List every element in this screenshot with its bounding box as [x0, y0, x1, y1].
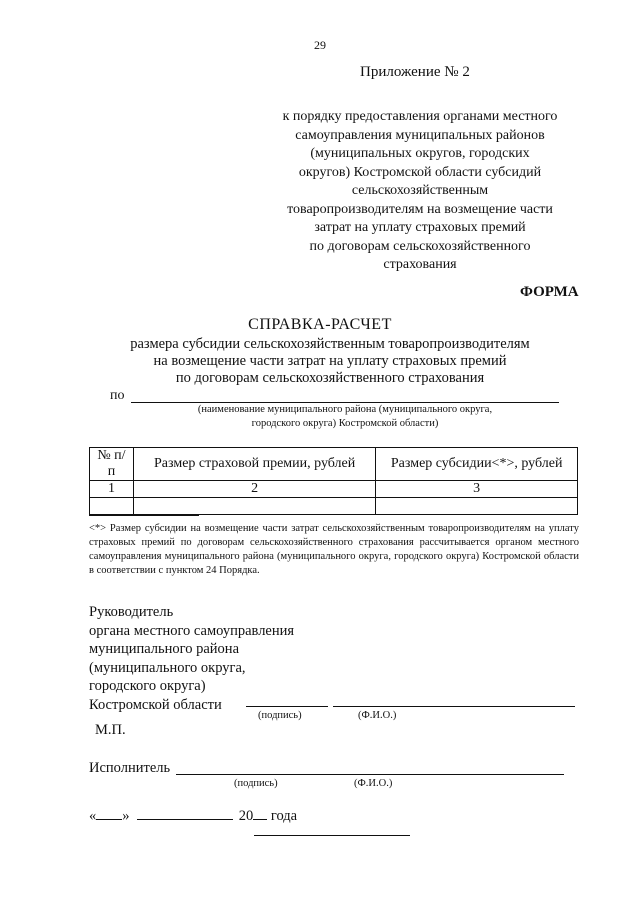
date-day-close: »	[122, 808, 130, 824]
calculation-table	[89, 447, 578, 515]
table-cell: 2	[133, 481, 375, 498]
signer-line: городского округа)	[89, 678, 206, 694]
appendix-subtitle-line: страхования	[383, 257, 457, 272]
signer-name-caption: (Ф.И.О.)	[358, 710, 397, 721]
header-subsidy: Размер субсидии<*>, рублей	[376, 448, 578, 481]
date-day-open: «	[89, 808, 97, 824]
stamp-label: М.П.	[95, 722, 126, 738]
date-year-prefix: 20	[238, 808, 254, 824]
table-row	[90, 481, 578, 498]
date-day-field[interactable]	[96, 807, 122, 820]
appendix-subtitle	[270, 108, 570, 275]
signer-line: Руководитель	[89, 604, 174, 620]
appendix-subtitle-line: округов) Костромской области субсидий	[298, 164, 542, 180]
signer-line: органа местного самоуправления	[89, 622, 295, 639]
executor-signature-field[interactable]	[176, 774, 564, 775]
date-year-suffix: года	[270, 808, 298, 824]
table-row	[90, 498, 578, 515]
table-cell: 1	[90, 481, 134, 498]
date-bottom-line	[254, 835, 410, 836]
footnote-separator	[89, 515, 199, 516]
signer-signature-caption: (подпись)	[258, 710, 302, 721]
executor-name-caption: (Ф.И.О.)	[354, 778, 393, 789]
signer-signature-field[interactable]	[246, 706, 328, 707]
document-title: СПРАВКА-РАСЧЕТ	[248, 316, 392, 333]
appendix-subtitle-line: по договорам сельскохозяйственного	[309, 238, 531, 254]
signer-line: Костромской области	[89, 696, 222, 713]
signer-block	[89, 603, 294, 714]
po-caption-line2: городского округа) Костромской области)	[251, 418, 439, 429]
form-label: ФОРМА	[520, 284, 579, 300]
po-label: по	[110, 388, 125, 403]
date-line	[89, 807, 297, 825]
table-cell[interactable]	[376, 498, 578, 515]
po-caption-line1: (наименование муниципального района (муниципального округа,	[197, 404, 493, 415]
document-subtitle	[100, 336, 560, 387]
header-number: № п/п	[90, 448, 134, 481]
signer-line: муниципального района	[89, 641, 239, 657]
appendix-subtitle-line: к порядку предоставления органами местного	[282, 109, 558, 124]
appendix-subtitle-line: товаропроизводителям на возмещение части	[287, 201, 553, 217]
document-subtitle-line: на возмещение части затрат на уплату страховых премий	[153, 353, 507, 369]
signer-name-field[interactable]	[333, 706, 575, 707]
table-cell: 3	[376, 481, 578, 498]
document-subtitle-line: по договорам сельскохозяйственного страхования	[175, 370, 485, 386]
signer-line: (муниципального округа,	[89, 659, 246, 676]
appendix-subtitle-line: самоуправления муниципальных районов	[295, 127, 545, 143]
appendix-title: Приложение № 2	[360, 64, 470, 80]
footnote: <*> Размер субсидии на возмещение части затрат сельскохозяйственным товаропроизводителям на уплату страховых премий по договорам сельскохозяйственного страхования рассчитывается органом местного самоуправления муниципального района (муниципального округа, городского округа) Костромской области в соответствии с пунктом 24 Порядка.	[89, 523, 579, 576]
date-year-field[interactable]	[253, 807, 267, 820]
executor-label: Исполнитель	[89, 760, 171, 776]
table-cell[interactable]	[133, 498, 375, 515]
page-number: 29	[314, 38, 326, 52]
document-subtitle-line: размера субсидии сельскохозяйственным товаропроизводителям	[130, 336, 530, 352]
appendix-subtitle-line: затрат на уплату страховых премий	[314, 220, 526, 235]
appendix-subtitle-line: (муниципальных округов, городских	[310, 146, 530, 161]
table-header-row	[90, 448, 578, 481]
header-premium: Размер страховой премии, рублей	[133, 448, 375, 481]
municipality-name-field[interactable]	[131, 402, 559, 403]
date-month-field[interactable]	[137, 807, 233, 820]
table-cell[interactable]	[90, 498, 134, 515]
executor-signature-caption: (подпись)	[234, 778, 278, 789]
appendix-subtitle-line: сельскохозяйственным	[351, 183, 489, 198]
